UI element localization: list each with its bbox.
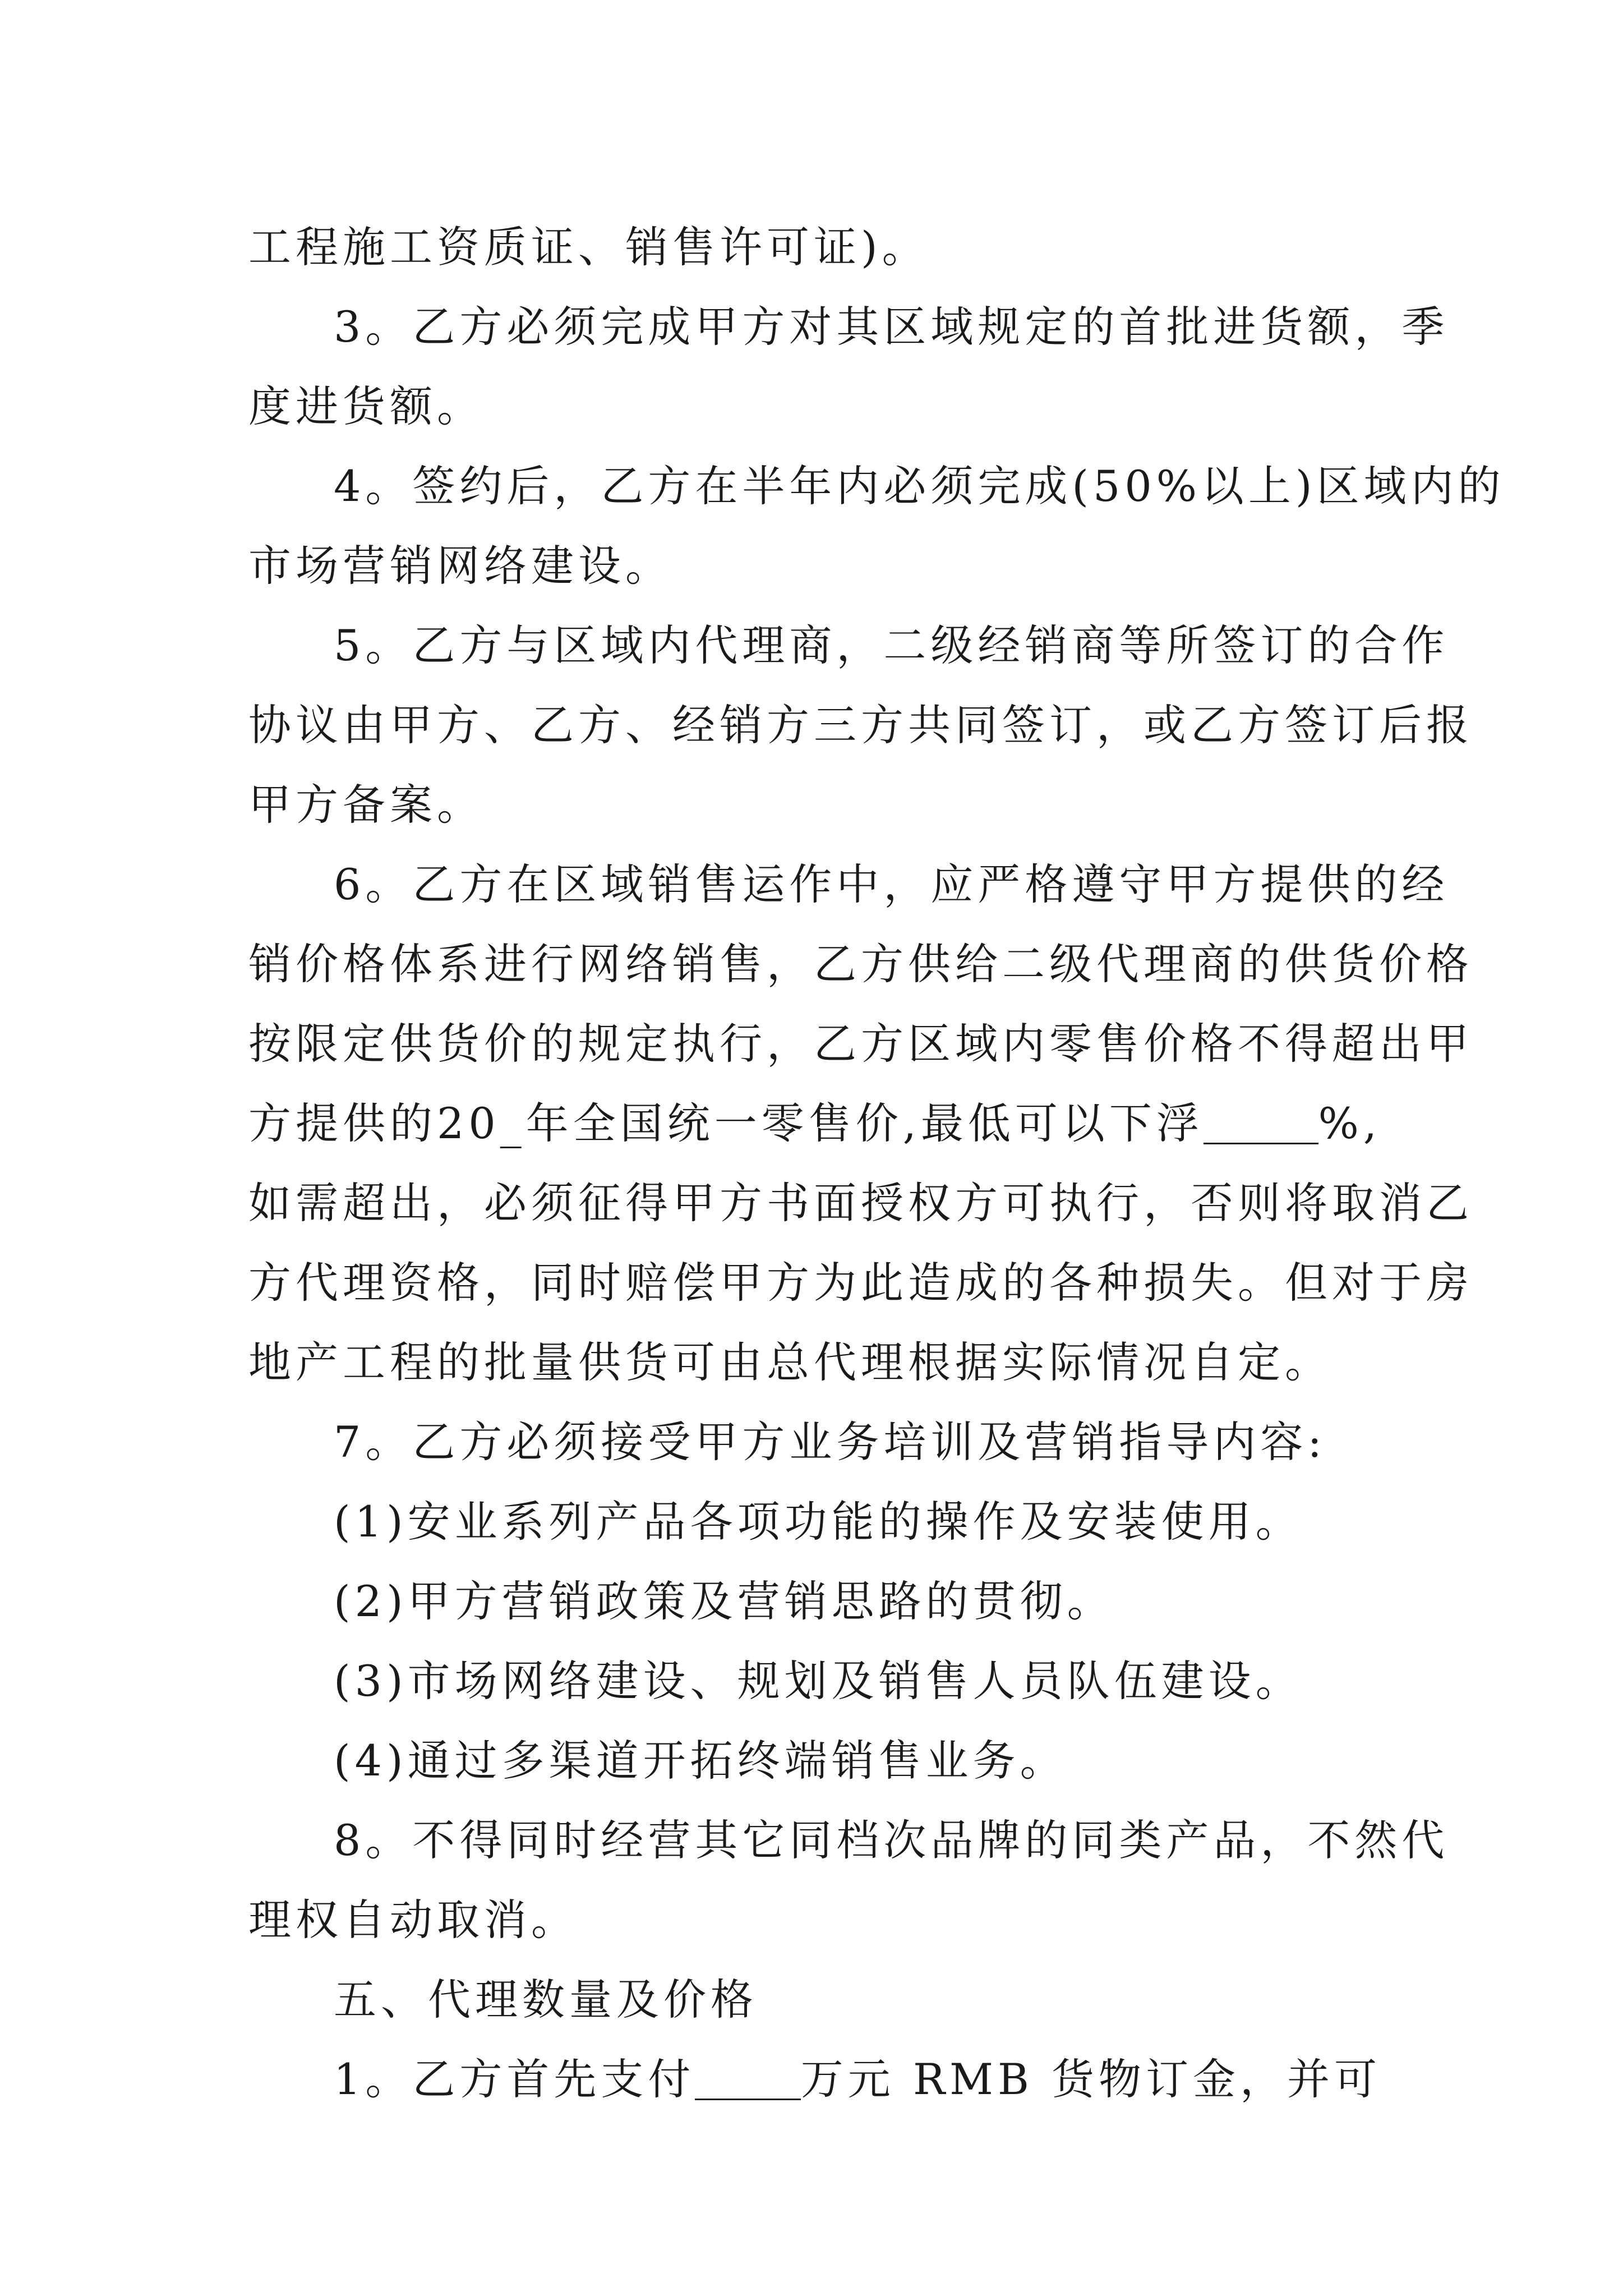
paragraph-line bbox=[248, 287, 1449, 367]
paragraph-line bbox=[248, 208, 1381, 287]
text-line-9: 6。乙方在区域销售运作中，应严格遵守甲方提供的经 bbox=[334, 859, 1449, 909]
paragraph-line bbox=[248, 685, 1473, 765]
text-line-11: 按限定供货价的规定执行，乙方区域内零售价格不得超出甲 bbox=[248, 1019, 1473, 1069]
text-line-12-suffix: %, bbox=[1318, 1098, 1381, 1148]
text-line-23: 五、代理数量及价格 bbox=[334, 1975, 758, 2024]
text-line-2: 3。乙方必须完成甲方对其区域规定的首批进货额，季 bbox=[334, 302, 1449, 352]
text-line-10: 销价格体系进行网络销售，乙方供给二级代理商的供货价格 bbox=[248, 939, 1473, 989]
text-line-24-suffix: 万元 RMB 货物订金，并可 bbox=[800, 2054, 1381, 2104]
paragraph-line bbox=[248, 765, 1381, 845]
paragraph-line bbox=[248, 447, 1505, 526]
paragraph-line bbox=[248, 1163, 1473, 1243]
text-line-17: (1)安业系列产品各项功能的操作及安装使用。 bbox=[334, 1497, 1303, 1547]
text-line-15: 地产工程的批量供货可由总代理根据实际情况自定。 bbox=[248, 1337, 1332, 1387]
paragraph-line bbox=[248, 1084, 1381, 1163]
list-item bbox=[248, 1482, 1381, 1562]
text-line-20: (4)通过多渠道开拓终端销售业务。 bbox=[334, 1736, 1067, 1786]
text-line-7: 协议由甲方、乙方、经销方三方共同签订，或乙方签订后报 bbox=[248, 700, 1473, 750]
paragraph-line bbox=[248, 367, 1381, 447]
text-line-4: 4。签约后，乙方在半年内必须完成(50%以上)区域内的 bbox=[334, 461, 1505, 511]
text-line-6: 5。乙方与区域内代理商，二级经销商等所签订的合作 bbox=[334, 620, 1449, 670]
text-line-13: 如需超出，必须征得甲方书面授权方可执行，否则将取消乙 bbox=[248, 1178, 1473, 1228]
paragraph-line bbox=[248, 1004, 1473, 1084]
text-line-18: (2)甲方营销政策及营销思路的贯彻。 bbox=[334, 1576, 1114, 1626]
text-line-24: 1。乙方首先支付 bbox=[334, 2054, 695, 2104]
text-line-1: 工程施工资质证、销售许可证)。 bbox=[248, 222, 929, 272]
paragraph-line bbox=[248, 845, 1449, 924]
section-heading bbox=[248, 1960, 1381, 2040]
fill-in-blank bbox=[1204, 1103, 1318, 1144]
paragraph-line bbox=[248, 606, 1449, 685]
list-item bbox=[248, 1562, 1381, 1641]
paragraph-line bbox=[248, 1402, 1381, 1482]
paragraph-line bbox=[248, 2040, 1381, 2119]
list-item bbox=[248, 1641, 1381, 1721]
text-line-3: 度进货额。 bbox=[248, 381, 484, 431]
text-line-21: 8。不得同时经营其它同档次品牌的同类产品，不然代 bbox=[334, 1815, 1449, 1865]
text-line-14: 方代理资格，同时赔偿甲方为此造成的各种损失。但对于房 bbox=[248, 1258, 1473, 1308]
paragraph-line bbox=[248, 1323, 1381, 1402]
text-line-19: (3)市场网络建设、规划及销售人员队伍建设。 bbox=[334, 1656, 1303, 1706]
text-line-8: 甲方备案。 bbox=[248, 780, 484, 830]
paragraph-line bbox=[248, 924, 1473, 1004]
paragraph-line bbox=[248, 1880, 1381, 1960]
text-line-12: 方提供的20_年全国统一零售价,最低可以下浮 bbox=[248, 1098, 1204, 1148]
paragraph-line bbox=[248, 526, 1381, 606]
paragraph-line bbox=[248, 1801, 1449, 1880]
text-line-5: 市场营销网络建设。 bbox=[248, 541, 672, 591]
text-line-16: 7。乙方必须接受甲方业务培训及营销指导内容: bbox=[334, 1417, 1326, 1467]
paragraph-line bbox=[248, 1243, 1473, 1323]
document-body bbox=[248, 208, 1505, 2119]
text-line-22: 理权自动取消。 bbox=[248, 1895, 578, 1945]
fill-in-blank bbox=[695, 2059, 800, 2100]
list-item bbox=[248, 1721, 1381, 1801]
